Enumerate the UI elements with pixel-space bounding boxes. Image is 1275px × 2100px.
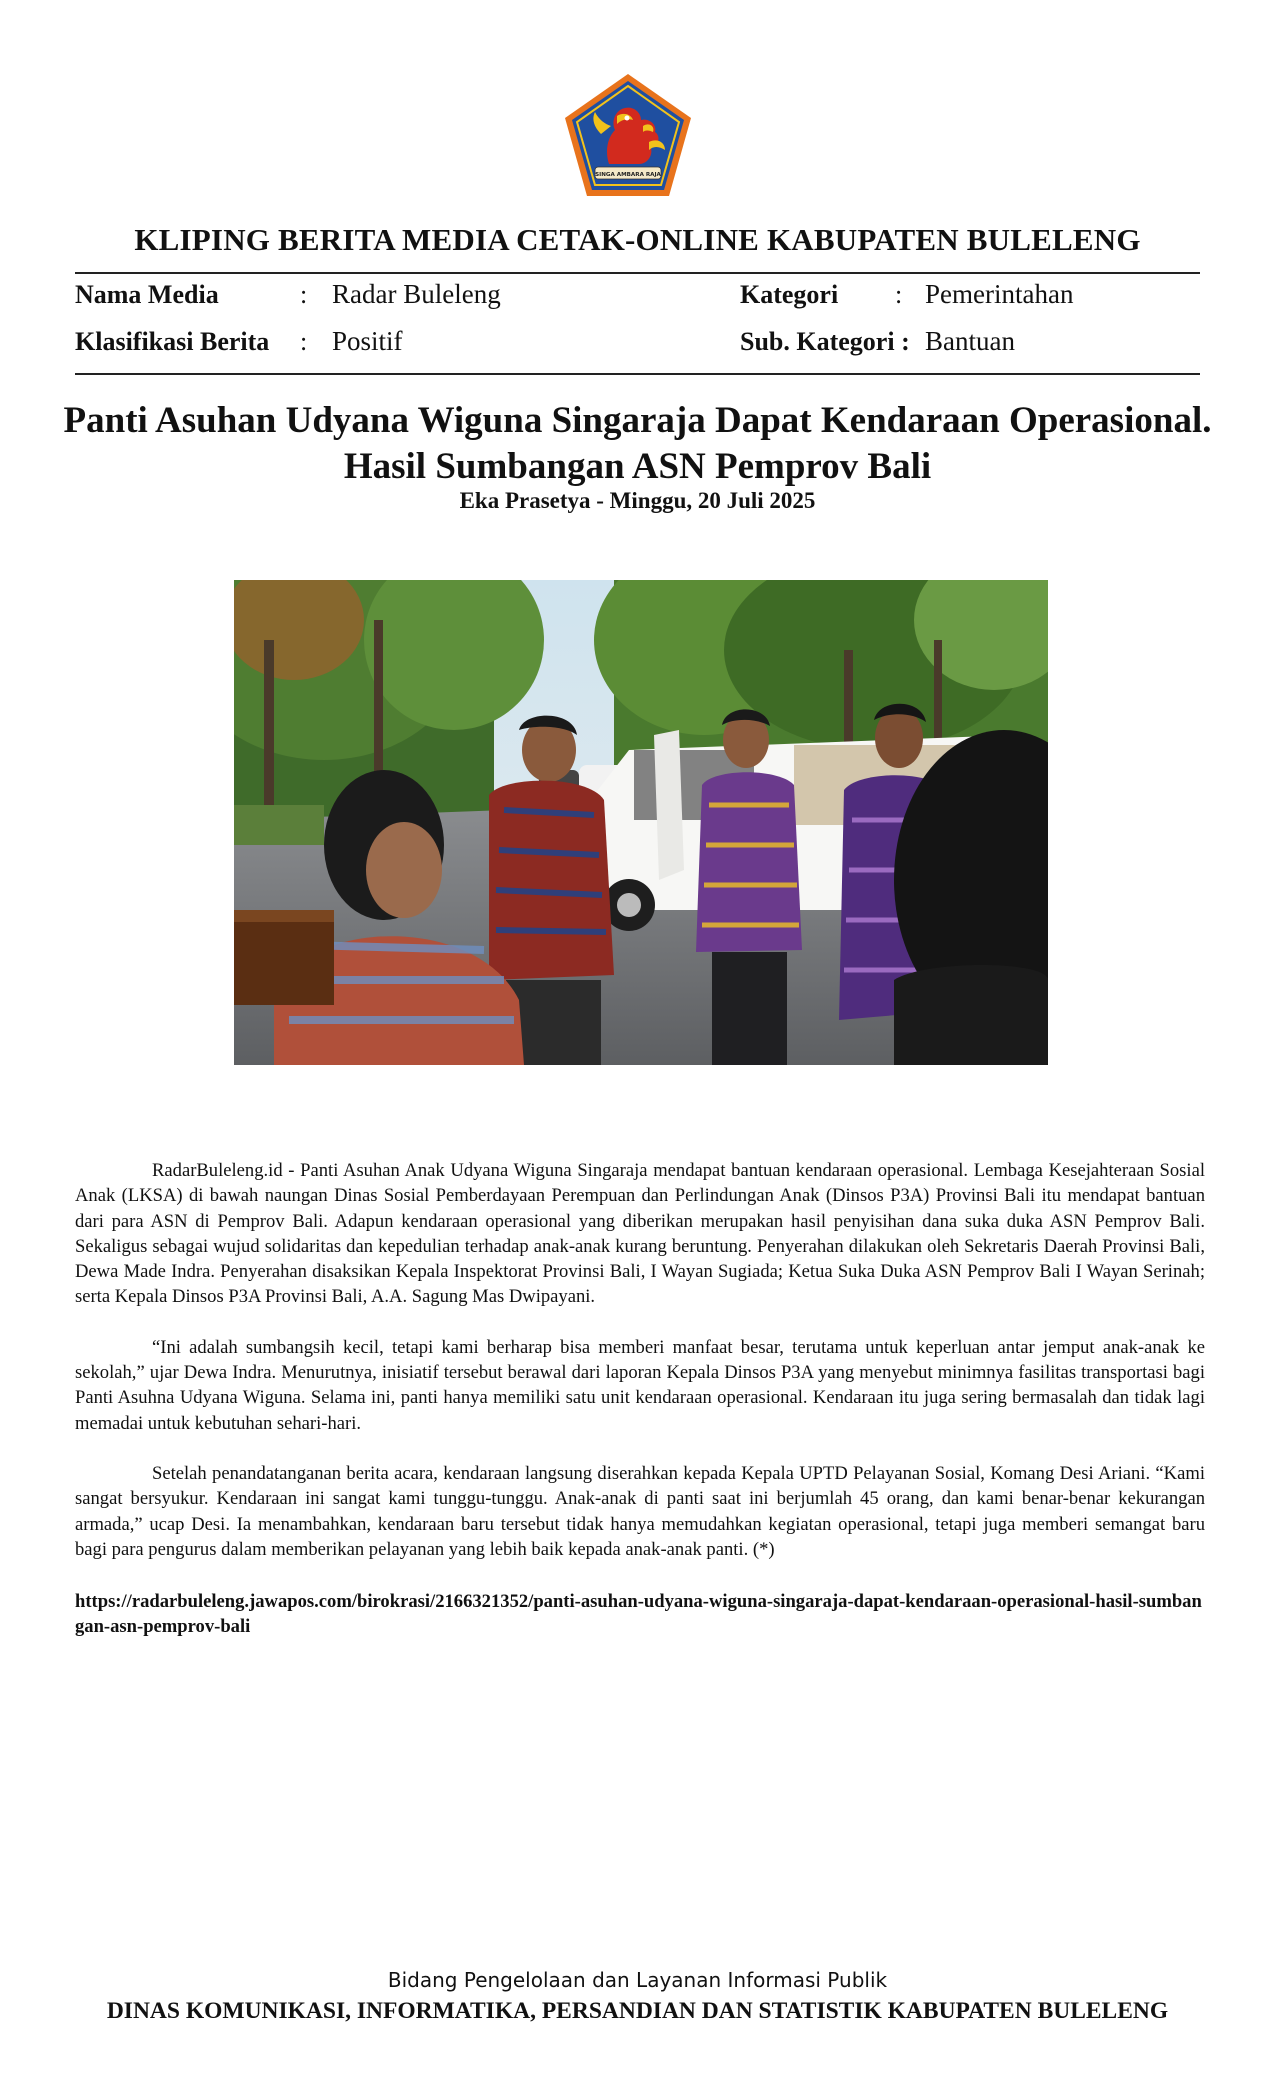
headline-line-1: Panti Asuhan Udyana Wiguna Singaraja Dapat Kendaraan Operasional. <box>63 400 1212 441</box>
article-body <box>75 1158 1205 1587</box>
category-value: Pemerintahan <box>925 279 1074 309</box>
article-paragraph: RadarBuleleng.id - Panti Asuhan Anak Udyana Wiguna Singaraja mendapat bantuan kendaraan operasional. Lembaga Kesejahteraan Sosial Anak (LKSA) di bawah naungan Dinas Sosial Pemberdayaan Perempuan dan Perlindungan Anak (Dinsos P3A) Provinsi Bali itu mendapat bantuan dari para ASN di Pemprov Bali. Adapun kendaraan operasional yang diberikan merupakan hasil penyisihan dana suka duka ASN Pemprov Bali. Sekaligus sebagai wujud solidaritas dan kepedulian terhadap anak-anak kurang beruntung. Penyerahan dilakukan oleh Sekretaris Daerah Provinsi Bali, Dewa Made Indra. Penyerahan disaksikan Kepala Inspektorat Provinsi Bali, I Wayan Sugiada; Ketua Suka Duka ASN Pemprov Bali I Wayan Serinah; serta Kepala Dinsos P3A Provinsi Bali, A.A. Sagung Mas Dwipayani. <box>75 1160 1205 1308</box>
article-headline <box>0 398 1275 490</box>
media-colon: : <box>300 280 308 309</box>
media-label: Nama Media <box>75 280 219 309</box>
article-byline: Eka Prasetya - Minggu, 20 Juli 2025 <box>459 488 816 513</box>
category-label: Kategori <box>740 280 839 309</box>
footer-organization: DINAS KOMUNIKASI, INFORMATIKA, PERSANDIAN DAN STATISTIK KABUPATEN BULELENG <box>106 1998 1169 2024</box>
category-colon: : <box>895 280 903 309</box>
article-paragraph: Setelah penandatanganan berita acara, kendaraan langsung diserahkan kepada Kepala UPTD Pelayanan Sosial, Komang Desi Ariani. “Kami sangat bersyukur. Kendaraan ini sangat kami tunggu-tunggu. Anak-anak di panti saat ini berjumlah 45 orang, dan kami benar-benar kekurangan armada,” ucap Desi. Ia menambahkan, kendaraan baru tersebut tidak hanya memudahkan kegiatan operasional, tetapi juga memberi semangat baru bagi para pengurus dalam memberikan pelayanan yang lebih baik kepada anak-anak panti. (*) <box>75 1462 1205 1560</box>
classification-label: Klasifikasi Berita <box>75 327 270 356</box>
subcategory-value: Bantuan <box>925 326 1015 356</box>
buleleng-emblem-icon <box>561 72 695 200</box>
media-value: Radar Buleleng <box>332 279 501 309</box>
svg-text:SINGA AMBARA RAJA: SINGA AMBARA RAJA <box>595 172 661 178</box>
meta-divider <box>75 373 1200 375</box>
subcategory-label: Sub. Kategori : <box>740 327 910 356</box>
header-divider <box>75 272 1200 274</box>
article-paragraph: “Ini adalah sumbangsih kecil, tetapi kami berharap bisa memberi manfaat besar, terutama untuk keperluan antar jemput anak-anak ke sekolah,” ujar Dewa Indra. Menurutnya, inisiatif tersebut berawal dari laporan Kepala Dinsos P3A yang menyebut minimnya fasilitas transportasi bagi Panti Asuhna Udyana Wiguna. Selama ini, panti hanya memiliki satu unit kendaraan operasional. Kendaraan itu juga sering bermasalah dan tidak lagi memadai untuk kebutuhan sehari-hari. <box>75 1336 1205 1434</box>
article-photo <box>234 580 1048 1065</box>
document-title: KLIPING BERITA MEDIA CETAK-ONLINE KABUPATEN BULELENG <box>134 222 1141 257</box>
headline-line-2: Hasil Sumbangan ASN Pemprov Bali <box>343 446 932 487</box>
classification-value: Positif <box>332 326 403 356</box>
classification-colon: : <box>300 327 308 356</box>
footer-department: Bidang Pengelolaan dan Layanan Informasi Publik <box>387 1968 888 1992</box>
source-link[interactable]: https://radarbuleleng.jawapos.com/birokrasi/2166321352/panti-asuhan-udyana-wiguna-singaraja-dapat-kendaraan-operasional-hasil-sumbangan-asn-pemprov-bali <box>75 1591 1202 1637</box>
